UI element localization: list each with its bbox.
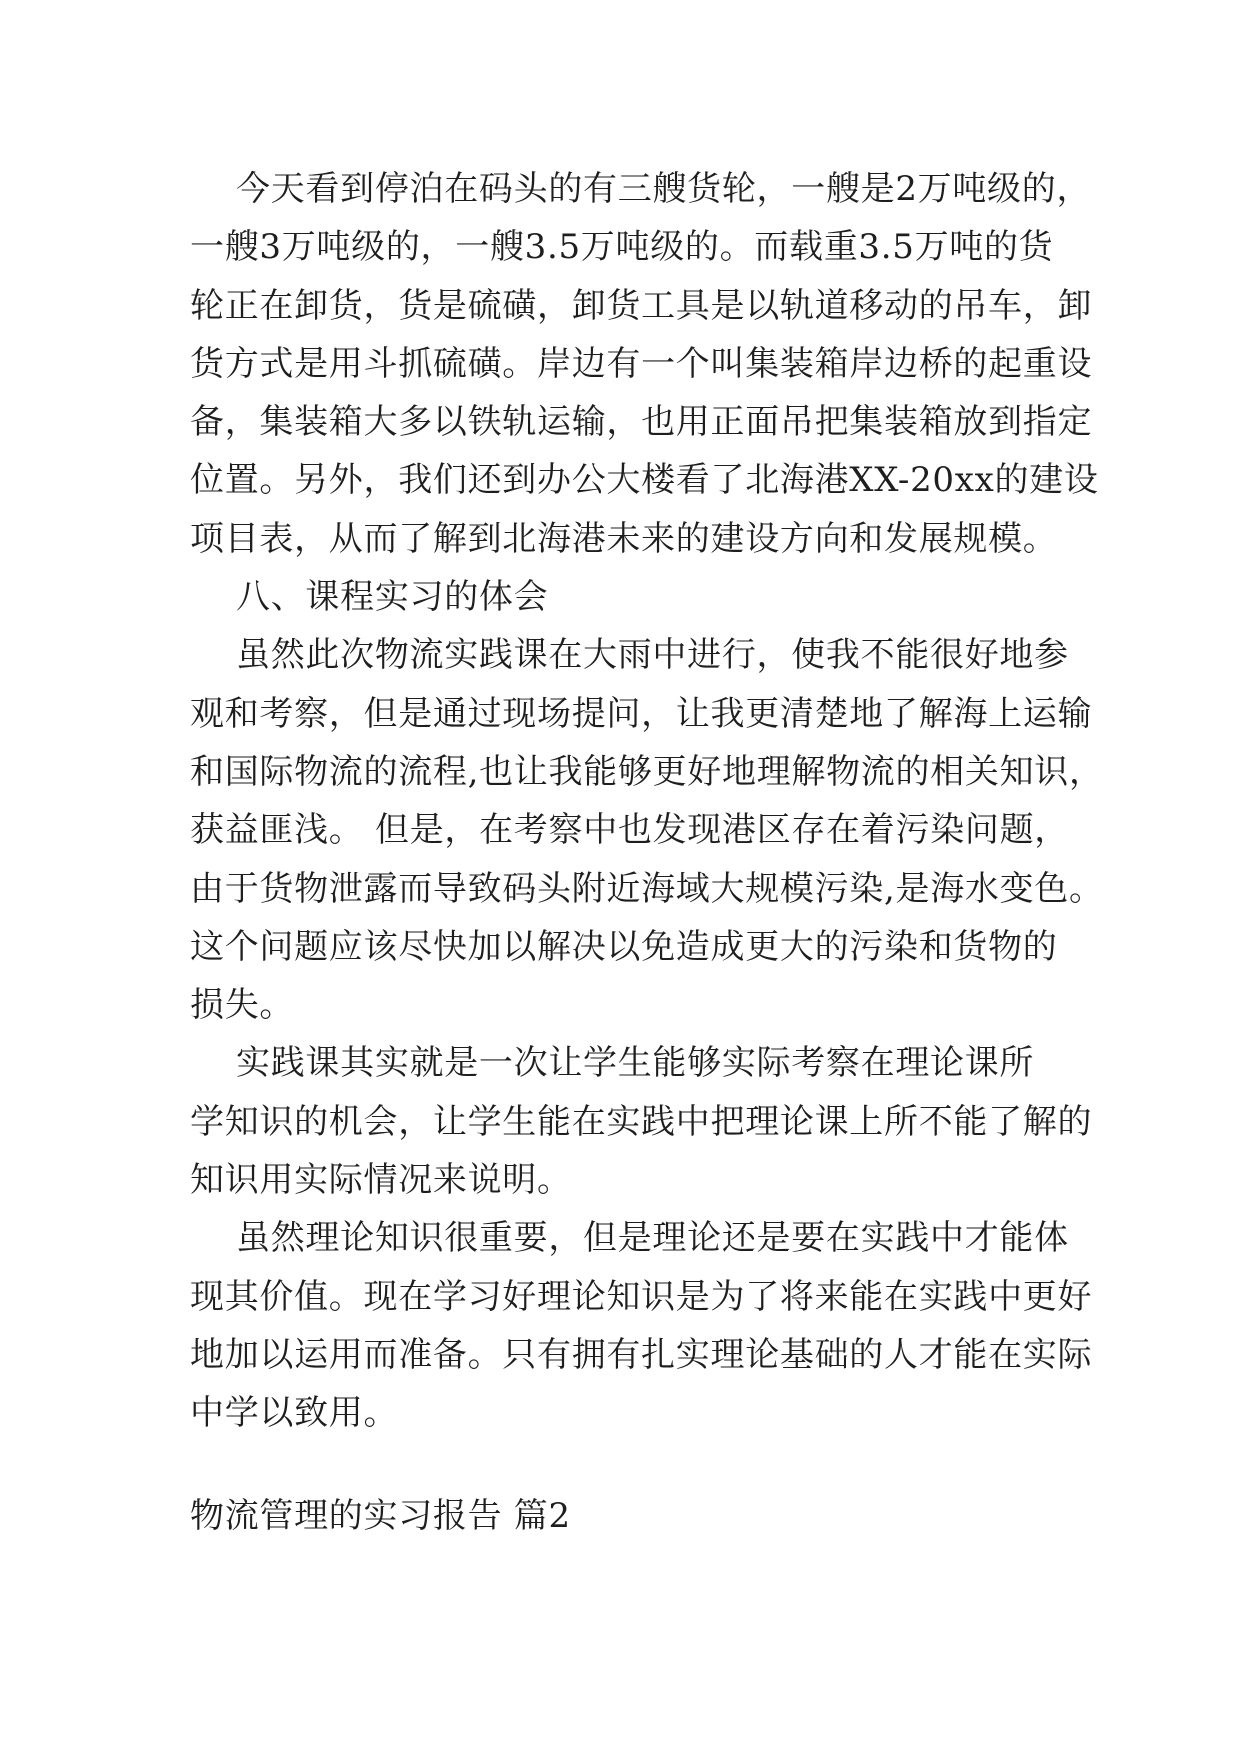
text-line: 虽然理论知识很重要，但是理论还是要在实践中才能体 [190,1218,1069,1259]
text-line: 备，集装箱大多以铁轨运输，也用正面吊把集装箱放到指定 [190,402,1093,443]
text-line: 学知识的机会，让学生能在实践中把理论课上所不能了解的 [190,1101,1093,1142]
text-line: 货方式是用斗抓硫磺。岸边有一个叫集装箱岸边桥的起重设 [190,343,1093,384]
text-line: 一艘3万吨级的，一艘3.5万吨级的。而载重3.5万吨的货 [190,227,1054,268]
text-line: 知识用实际情况来说明。 [190,1160,572,1201]
text-line: 轮正在卸货，货是硫磺，卸货工具是以轨道移动的吊车，卸 [190,285,1093,326]
document-title: 物流管理的实习报告 篇2 [190,1496,571,1536]
text-line: 项目表，从而了解到北海港未来的建设方向和发展规模。 [190,518,1058,559]
document-body [190,160,1104,1443]
text-line: 中学以致用。 [190,1393,399,1434]
section-heading: 八、课程实习的体会 [190,577,549,618]
text-line: 由于货物泄露而导致码头附近海域大规模污染,是海水变色。 [190,868,1104,909]
text-line: 观和考察，但是通过现场提问，让我更清楚地了解海上运输 [190,693,1093,734]
text-line: 位置。另外，我们还到办公大楼看了北海港XX-20xx的建设 [190,460,1099,501]
text-line: 这个问题应该尽快加以解决以免造成更大的污染和货物的 [190,926,1058,967]
text-line: 地加以运用而准备。只有拥有扎实理论基础的人才能在实际 [190,1334,1093,1375]
text-line: 虽然此次物流实践课在大雨中进行，使我不能很好地参 [190,635,1069,676]
text-line: 损失。 [190,985,295,1026]
text-line: 今天看到停泊在码头的有三艘货轮，一艘是2万吨级的， [190,169,1092,209]
text-line: 现其价值。现在学习好理论知识是为了将来能在实践中更好 [190,1276,1093,1317]
text-line: 实践课其实就是一次让学生能够实际考察在理论课所 [190,1043,1035,1084]
text-line: 和国际物流的流程,也让我能够更好地理解物流的相关知识， [190,751,1104,792]
text-line: 获益匪浅。 但是，在考察中也发现港区存在着污染问题， [190,810,1070,851]
